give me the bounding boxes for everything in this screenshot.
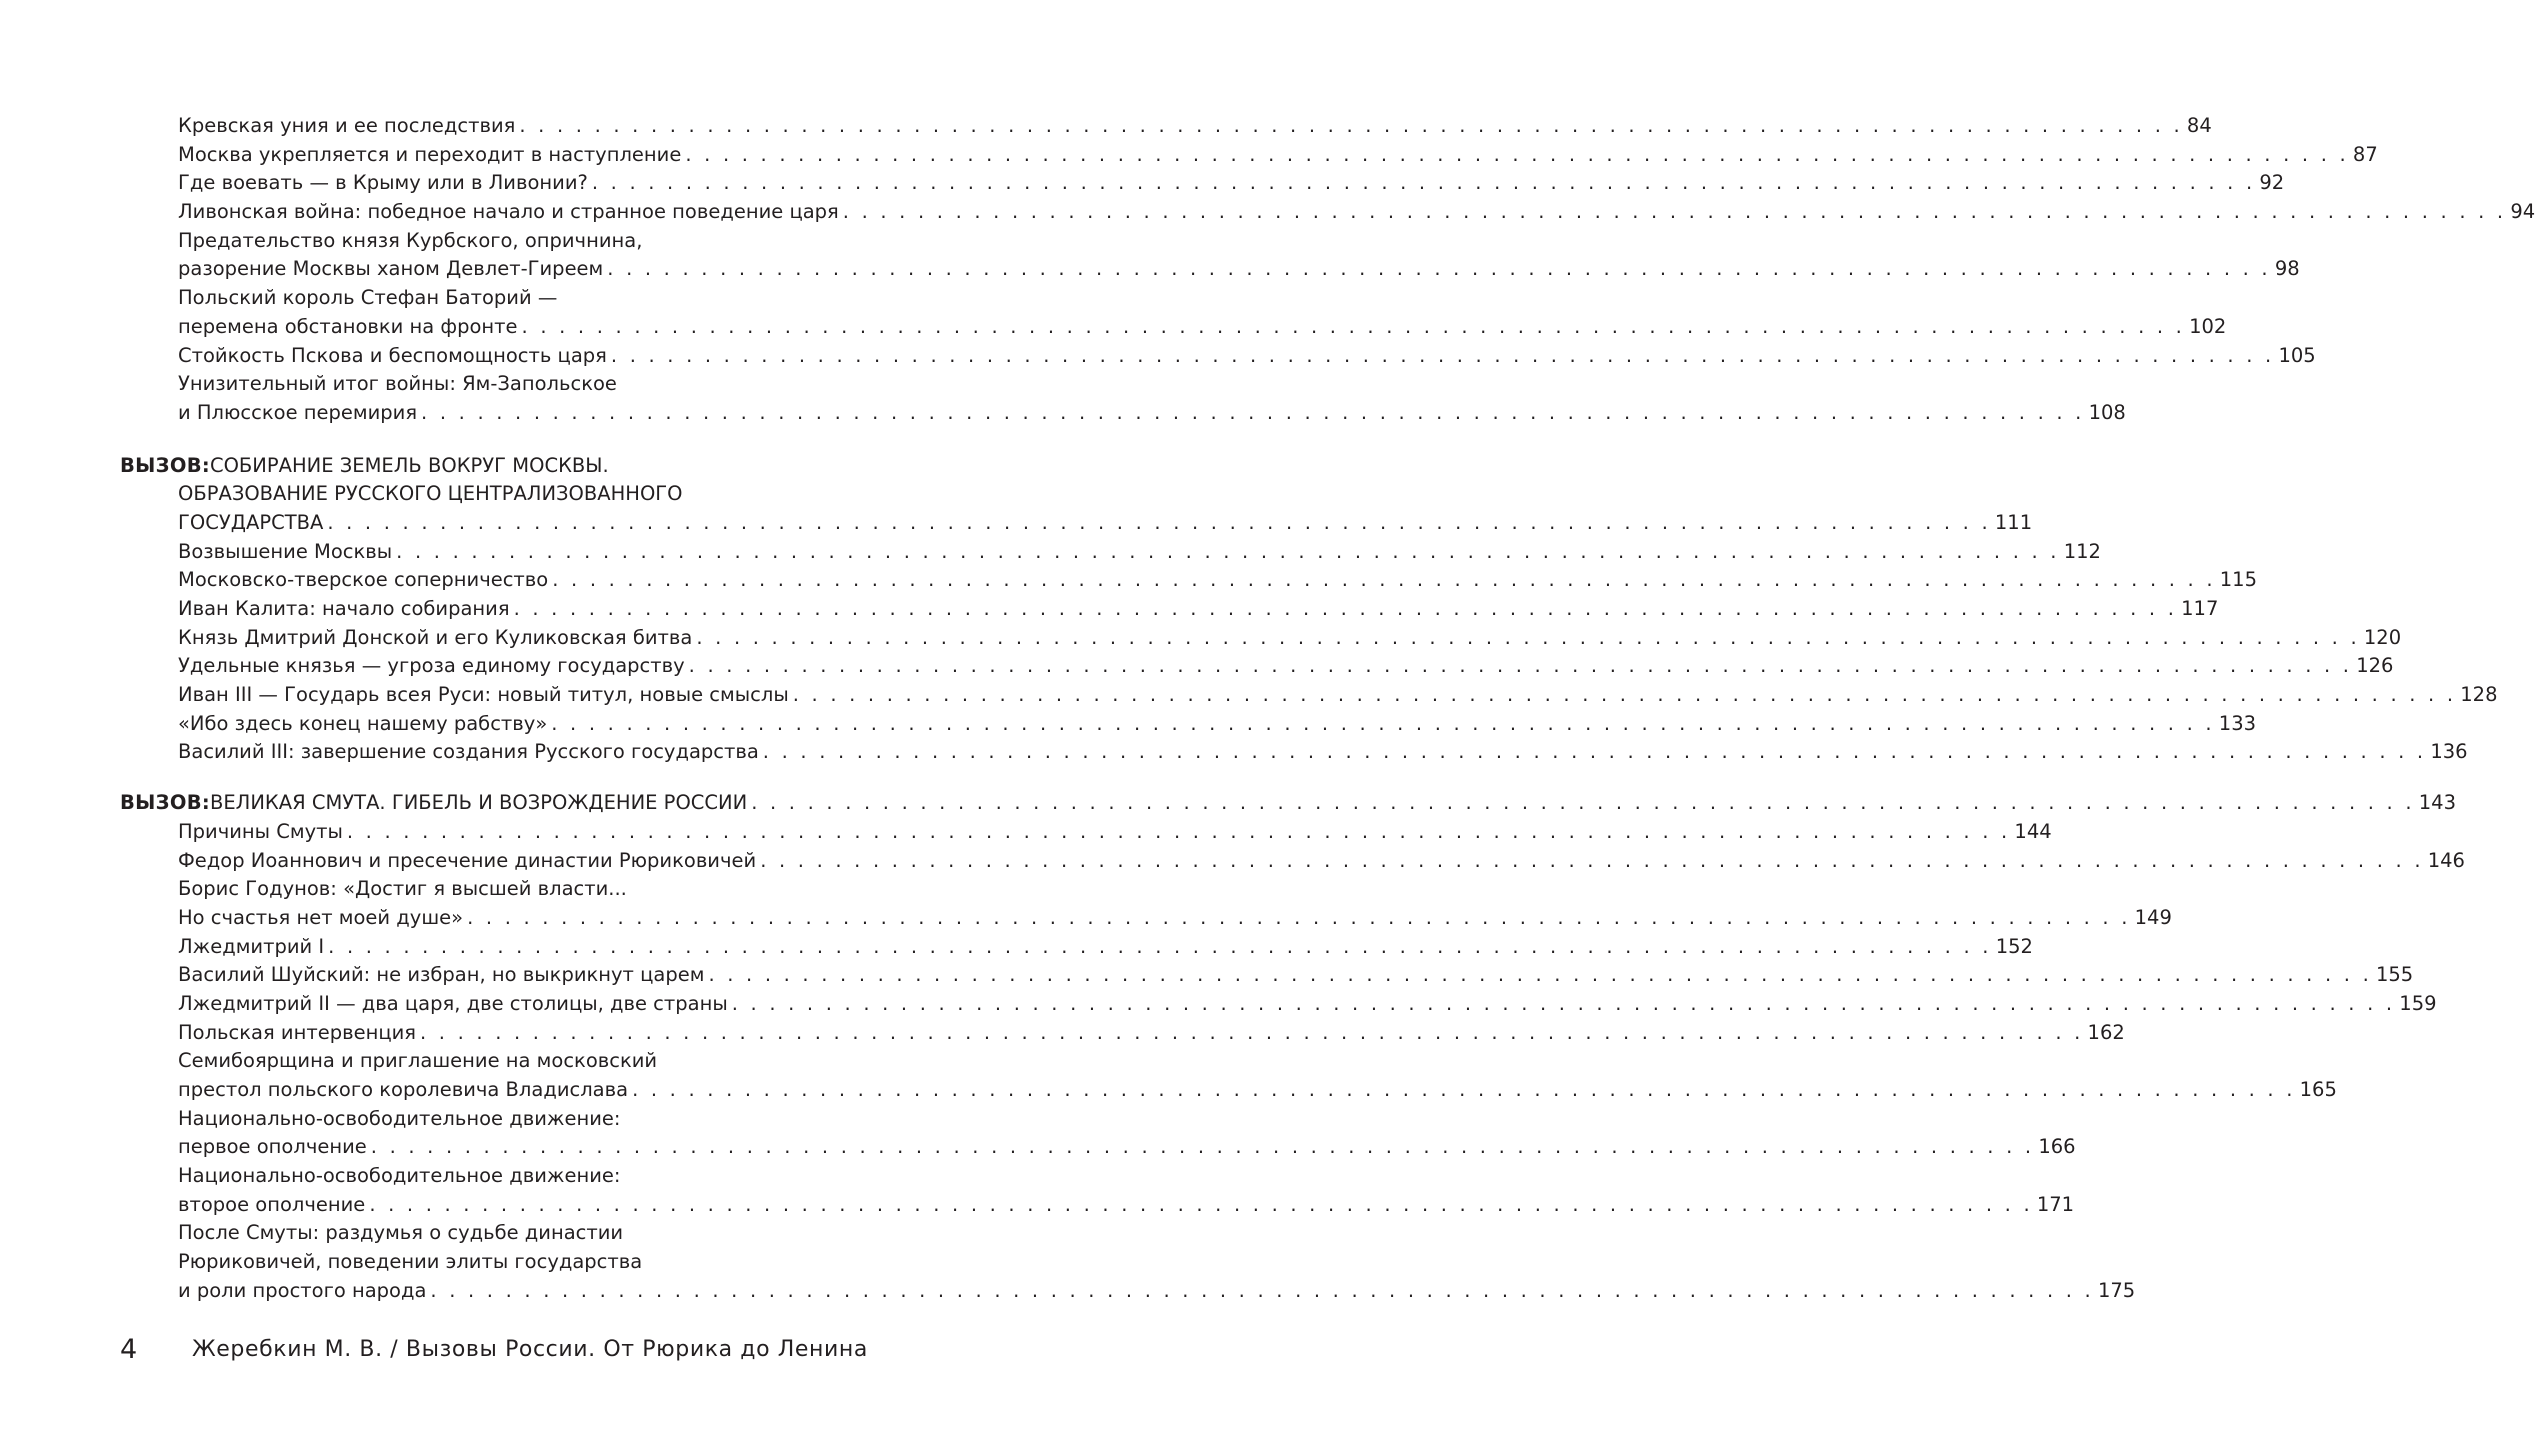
toc-line [0, 990, 2437, 1019]
toc-entry[interactable] [0, 875, 2172, 932]
page-ref: 162 [2087, 1020, 2125, 1044]
entry-title: Предательство князя Курбского, опричнина, [178, 228, 643, 252]
section-label: ВЫЗОВ: [120, 453, 210, 477]
entry-title: второе ополчение [178, 1192, 366, 1216]
toc-line [0, 313, 2227, 342]
dot-leader: . . . . . . . . . . . . . . . . . . . . . . . . . . . . . . . . . . . . . . . . . . . . . . . . . . . . . . . . . . . . . . . . . . . . . . . . . . . . . . . . . . . . . . . . . [610, 343, 2275, 367]
toc-line [0, 789, 2456, 818]
dot-leader: . . . . . . . . . . . . . . . . . . . . . . . . . . . . . . . . . . . . . . . . . . . . . . . . . . . . . . . . . . . . . . . . . . . . . . . . . . . . . . . . . . . . . . . . . [688, 654, 2353, 678]
section-title: СОБИРАНИЕ ЗЕМЕЛЬ ВОКРУГ МОСКВЫ. [209, 453, 609, 477]
entry-title: первое ополчение [178, 1135, 367, 1159]
toc-line [0, 818, 2052, 847]
page-ref: 117 [2181, 597, 2219, 620]
entry-title: Московско-тверское соперничество [178, 568, 549, 592]
entry-title: Борис Годунов: «Достиг я высшей власти... [178, 877, 627, 901]
toc-entry[interactable] [0, 370, 2126, 427]
section-title: ГОСУДАРСТВА [178, 510, 324, 534]
entry-title: разорение Москвы ханом Девлет-Гиреем [178, 257, 604, 281]
dot-leader: . . . . . . . . . . . . . . . . . . . . . . . . . . . . . . . . . . . . . . . . . . . . . . . . . . . . . . . . . . . . . . . . . . . . . . . . . . . . . . . . . . . . . . . . . [632, 1078, 2296, 1101]
page-ref: 112 [2063, 539, 2101, 563]
page-number: 4 [120, 1334, 138, 1365]
toc-line [0, 961, 2414, 990]
dot-leader: . . . . . . . . . . . . . . . . . . . . . . . . . . . . . . . . . . . . . . . . . . . . . . . . . . . . . . . . . . . . . . . . . . . . . . . . . . . . . . . . . . . . . . . . . [762, 740, 2427, 764]
toc-line [0, 399, 2126, 428]
entry-title: «Ибо здесь конец нашему рабству» [178, 711, 548, 735]
entry-title: Василий III: завершение создания Русского государства [178, 740, 759, 764]
entry-title: Где воевать — в Крыму или в Ливонии? [178, 171, 588, 195]
entry-title: перемена обстановки на фронте [178, 314, 518, 338]
entry-title: престол польского королевича Владислава [178, 1078, 629, 1101]
page-ref: 144 [2014, 819, 2052, 843]
toc-entry[interactable] [0, 624, 2402, 653]
page-ref: 171 [2036, 1192, 2075, 1216]
toc-line [0, 847, 2465, 876]
dot-leader: . . . . . . . . . . . . . . . . . . . . . . . . . . . . . . . . . . . . . . . . . . . . . . . . . . . . . . . . . . . . . . . . . . . . . . . . . . . . . . . . . . . . . . . . . [430, 1278, 2094, 1302]
page-ref: 128 [2460, 683, 2498, 707]
toc-entry[interactable] [0, 595, 2219, 624]
page-ref: 84 [2186, 114, 2212, 137]
toc-line [0, 652, 2394, 681]
page-ref: 94 [2510, 200, 2535, 224]
toc-entry[interactable] [0, 169, 2285, 198]
entry-title: и Плюсское перемирия [178, 400, 418, 424]
dot-leader: . . . . . . . . . . . . . . . . . . . . . . . . . . . . . . . . . . . . . . . . . . . . . . . . . . . . . . . . . . . . . . . . . . . . . . . . . . . . . . . . . . . . . . . . . [607, 257, 2271, 281]
dot-leader: . . . . . . . . . . . . . . . . . . . . . . . . . . . . . . . . . . . . . . . . . . . . . . . . . . . . . . . . . . . . . . . . . . . . . . . . . . . . . . . . . . . . . . . . . [842, 200, 2507, 224]
toc-line [0, 198, 2535, 227]
toc-line [0, 1047, 860, 1076]
toc-line [0, 227, 860, 256]
entry-title: Унизительный итог войны: Ям-Запольское [178, 372, 617, 396]
entry-title: Семибоярщина и приглашение на московский [178, 1049, 658, 1073]
entry-title: Стойкость Пскова и беспомощность царя [178, 343, 607, 367]
page-ref: 136 [2430, 740, 2468, 764]
entry-title: Иван III — Государь всея Руси: новый титул, новые смыслы [178, 683, 789, 707]
entry-title: Иван Калита: начало собирания [178, 597, 510, 620]
toc-line [0, 1105, 860, 1134]
entry-title: Возвышение Москвы [178, 539, 393, 563]
page-ref: 115 [2219, 568, 2257, 592]
toc-line [0, 370, 860, 399]
toc-entry[interactable] [0, 566, 2257, 595]
toc-line [0, 255, 2300, 284]
toc-line [0, 624, 2402, 653]
toc-line [0, 480, 860, 509]
page-ref: 111 [1994, 510, 2033, 534]
toc-line [0, 1076, 2337, 1105]
dot-leader: . . . . . . . . . . . . . . . . . . . . . . . . . . . . . . . . . . . . . . . . . . . . . . . . . . . . . . . . . . . . . . . . . . . . . . . . . . . . . . . . . . . . . . . . . [346, 819, 2011, 843]
toc-entry[interactable] [0, 1047, 2337, 1104]
page-ref: 146 [2427, 848, 2465, 872]
toc-line [0, 710, 2257, 739]
toc-line [0, 509, 2033, 538]
entry-title: Кревская уния и ее последствия [178, 114, 516, 137]
toc-entry[interactable] [0, 1105, 2076, 1162]
toc-line [0, 141, 2378, 170]
entry-title: Польская интервенция [178, 1020, 416, 1044]
entry-title: Причины Смуты [178, 819, 343, 843]
dot-leader: . . . . . . . . . . . . . . . . . . . . . . . . . . . . . . . . . . . . . . . . . . . . . . . . . . . . . . . . . . . . . . . . . . . . . . . . . . . . . . . . . . . . . . . . . [370, 1135, 2035, 1159]
entry-title: Москва укрепляется и переходит в наступление [178, 142, 682, 166]
toc-entry[interactable] [0, 538, 2101, 567]
toc-line [0, 904, 2172, 933]
entry-title: Федор Иоаннович и пресечение династии Рюриковичей [178, 848, 757, 872]
toc-entry[interactable] [0, 1219, 2136, 1305]
page-ref: 159 [2399, 991, 2437, 1015]
entry-title: Ливонская война: победное начало и странное поведение царя [178, 200, 839, 224]
page-ref: 149 [2134, 905, 2172, 929]
page-ref: 133 [2218, 711, 2257, 735]
toc-line [0, 595, 2219, 624]
entry-title: и роли простого народа [178, 1278, 427, 1302]
entry-title: Лжедмитрий I [178, 934, 325, 958]
dot-leader: . . . . . . . . . . . . . . . . . . . . . . . . . . . . . . . . . . . . . . . . . . . . . . . . . . . . . . . . . . . . . . . . . . . . . . . . . . . . . . . . . . . . . . . . . [696, 625, 2360, 649]
entry-title: Национально-освободительное движение: [178, 1164, 621, 1188]
toc-line [0, 1162, 860, 1191]
entry-title: После Смуты: раздумья о судьбе династии [178, 1221, 624, 1245]
toc-entry[interactable] [0, 342, 2316, 371]
section-heading[interactable] [0, 452, 2033, 538]
toc-entry[interactable] [0, 198, 2535, 227]
toc-line [0, 1277, 2136, 1306]
dot-leader: . . . . . . . . . . . . . . . . . . . . . . . . . . . . . . . . . . . . . . . . . . . . . . . . . . . . . . . . . . . . . . . . . . . . . . . . . . . . . . . . . . . . . . . . . [552, 568, 2216, 592]
dot-leader: . . . . . . . . . . . . . . . . . . . . . . . . . . . . . . . . . . . . . . . . . . . . . . . . . . . . . . . . . . . . . . . . . . . . . . . . . . . . . . . . . . . . . . . . . [513, 597, 2178, 620]
running-title: Жеребкин М. В. / Вызовы России. От Рюрика до Ленина [192, 1337, 868, 1362]
toc-line [0, 681, 2498, 710]
table-of-contents [0, 112, 2535, 1306]
dot-leader: . . . . . . . . . . . . . . . . . . . . . . . . . . . . . . . . . . . . . . . . . . . . . . . . . . . . . . . . . . . . . . . . . . . . . . . . . . . . . . . . . . . . . . . . . [751, 791, 2415, 815]
dot-leader: . . . . . . . . . . . . . . . . . . . . . . . . . . . . . . . . . . . . . . . . . . . . . . . . . . . . . . . . . . . . . . . . . . . . . . . . . . . . . . . . . . . . . . . . . [760, 848, 2424, 872]
toc-entry[interactable] [0, 738, 2468, 767]
toc-line [0, 169, 2285, 198]
dot-leader: . . . . . . . . . . . . . . . . . . . . . . . . . . . . . . . . . . . . . . . . . . . . . . . . . . . . . . . . . . . . . . . . . . . . . . . . . . . . . . . . . . . . . . . . . [519, 114, 2183, 137]
toc-entry[interactable] [0, 1162, 2075, 1219]
toc-line [0, 284, 860, 313]
page-ref: 175 [2097, 1278, 2136, 1302]
entry-title: Рюриковичей, поведении элиты государства [178, 1250, 643, 1274]
toc-line [0, 112, 2212, 141]
toc-entry[interactable] [0, 284, 2227, 341]
page-ref: 98 [2274, 257, 2300, 281]
toc-line [0, 1219, 860, 1248]
entry-title: Польский король Стефан Баторий — [178, 286, 558, 310]
toc-entry[interactable] [0, 710, 2257, 739]
page-ref: 152 [1995, 934, 2033, 958]
toc-line [0, 538, 2101, 567]
dot-leader: . . . . . . . . . . . . . . . . . . . . . . . . . . . . . . . . . . . . . . . . . . . . . . . . . . . . . . . . . . . . . . . . . . . . . . . . . . . . . . . . . . . . . . . . . [708, 963, 2372, 987]
section-gap [0, 767, 986, 789]
section-title: ВЕЛИКАЯ СМУТА. ГИБЕЛЬ И ВОЗРОЖДЕНИЕ РОССИИ [209, 791, 748, 815]
toc-line [0, 566, 2257, 595]
dot-leader: . . . . . . . . . . . . . . . . . . . . . . . . . . . . . . . . . . . . . . . . . . . . . . . . . . . . . . . . . . . . . . . . . . . . . . . . . . . . . . . . . . . . . . . . . [685, 142, 2349, 166]
page-ref: 165 [2299, 1078, 2337, 1101]
page-footer [0, 1330, 986, 1370]
toc-entry[interactable] [0, 1019, 2125, 1048]
entry-title: Василий Шуйский: не избран, но выкрикнут царем [178, 963, 705, 987]
dot-leader: . . . . . . . . . . . . . . . . . . . . . . . . . . . . . . . . . . . . . . . . . . . . . . . . . . . . . . . . . . . . . . . . . . . . . . . . . . . . . . . . . . . . . . . . . [591, 171, 2256, 195]
section-title: ОБРАЗОВАНИЕ РУССКОГО ЦЕНТРАЛИЗОВАННОГО [178, 482, 683, 506]
toc-line [0, 875, 860, 904]
toc-entry[interactable] [0, 227, 2300, 284]
toc-line [0, 1191, 2075, 1220]
dot-leader: . . . . . . . . . . . . . . . . . . . . . . . . . . . . . . . . . . . . . . . . . . . . . . . . . . . . . . . . . . . . . . . . . . . . . . . . . . . . . . . . . . . . . . . . . [421, 400, 2085, 424]
section-heading[interactable] [0, 789, 2456, 818]
entry-title: Князь Дмитрий Донской и его Куликовская битва [178, 625, 693, 649]
toc-entry[interactable] [0, 933, 2033, 962]
page-ref: 120 [2363, 625, 2402, 649]
entry-title: Удельные князья — угроза единому государству [178, 654, 685, 678]
page-ref: 143 [2418, 791, 2456, 815]
dot-leader: . . . . . . . . . . . . . . . . . . . . . . . . . . . . . . . . . . . . . . . . . . . . . . . . . . . . . . . . . . . . . . . . . . . . . . . . . . . . . . . . . . . . . . . . . [420, 1020, 2084, 1044]
toc-line [0, 1248, 860, 1277]
dot-leader: . . . . . . . . . . . . . . . . . . . . . . . . . . . . . . . . . . . . . . . . . . . . . . . . . . . . . . . . . . . . . . . . . . . . . . . . . . . . . . . . . . . . . . . . . [521, 314, 2186, 338]
toc-entry[interactable] [0, 818, 2052, 847]
toc-entry[interactable] [0, 847, 2465, 876]
page-ref: 166 [2038, 1135, 2076, 1159]
dot-leader: . . . . . . . . . . . . . . . . . . . . . . . . . . . . . . . . . . . . . . . . . . . . . . . . . . . . . . . . . . . . . . . . . . . . . . . . . . . . . . . . . . . . . . . . . [792, 683, 2457, 707]
dot-leader: . . . . . . . . . . . . . . . . . . . . . . . . . . . . . . . . . . . . . . . . . . . . . . . . . . . . . . . . . . . . . . . . . . . . . . . . . . . . . . . . . . . . . . . . . [551, 711, 2215, 735]
toc-line [0, 933, 2033, 962]
page-ref: 105 [2278, 343, 2316, 367]
toc-line [0, 342, 2316, 371]
page-ref: 155 [2375, 963, 2414, 987]
page-ref: 102 [2189, 314, 2227, 338]
dot-leader: . . . . . . . . . . . . . . . . . . . . . . . . . . . . . . . . . . . . . . . . . . . . . . . . . . . . . . . . . . . . . . . . . . . . . . . . . . . . . . . . . . . . . . . . . [328, 934, 1992, 958]
dot-leader: . . . . . . . . . . . . . . . . . . . . . . . . . . . . . . . . . . . . . . . . . . . . . . . . . . . . . . . . . . . . . . . . . . . . . . . . . . . . . . . . . . . . . . . . . [369, 1192, 2033, 1216]
entry-title: Но счастья нет моей душе» [178, 905, 464, 929]
toc-entry[interactable] [0, 141, 2378, 170]
toc-entry[interactable] [0, 652, 2394, 681]
toc-entry[interactable] [0, 681, 2498, 710]
toc-entry[interactable] [0, 961, 2414, 990]
entry-title: Лжедмитрий II — два царя, две столицы, две страны [178, 991, 728, 1015]
entry-title: Национально-освободительное движение: [178, 1106, 621, 1130]
toc-line [0, 1133, 2076, 1162]
page-ref: 108 [2088, 400, 2126, 424]
section-gap [0, 428, 986, 452]
page-ref: 126 [2356, 654, 2394, 678]
page-ref: 92 [2259, 171, 2285, 195]
page-ref: 87 [2352, 142, 2378, 166]
dot-leader: . . . . . . . . . . . . . . . . . . . . . . . . . . . . . . . . . . . . . . . . . . . . . . . . . . . . . . . . . . . . . . . . . . . . . . . . . . . . . . . . . . . . . . . . . [467, 905, 2131, 929]
toc-line [0, 738, 2468, 767]
toc-entry[interactable] [0, 990, 2437, 1019]
toc-entry[interactable] [0, 112, 2212, 141]
toc-line [0, 452, 860, 481]
dot-leader: . . . . . . . . . . . . . . . . . . . . . . . . . . . . . . . . . . . . . . . . . . . . . . . . . . . . . . . . . . . . . . . . . . . . . . . . . . . . . . . . . . . . . . . . . [327, 510, 1991, 534]
toc-line [0, 1019, 2125, 1048]
dot-leader: . . . . . . . . . . . . . . . . . . . . . . . . . . . . . . . . . . . . . . . . . . . . . . . . . . . . . . . . . . . . . . . . . . . . . . . . . . . . . . . . . . . . . . . . . [731, 991, 2396, 1015]
dot-leader: . . . . . . . . . . . . . . . . . . . . . . . . . . . . . . . . . . . . . . . . . . . . . . . . . . . . . . . . . . . . . . . . . . . . . . . . . . . . . . . . . . . . . . . . . [396, 539, 2060, 563]
section-label: ВЫЗОВ: [120, 791, 210, 815]
